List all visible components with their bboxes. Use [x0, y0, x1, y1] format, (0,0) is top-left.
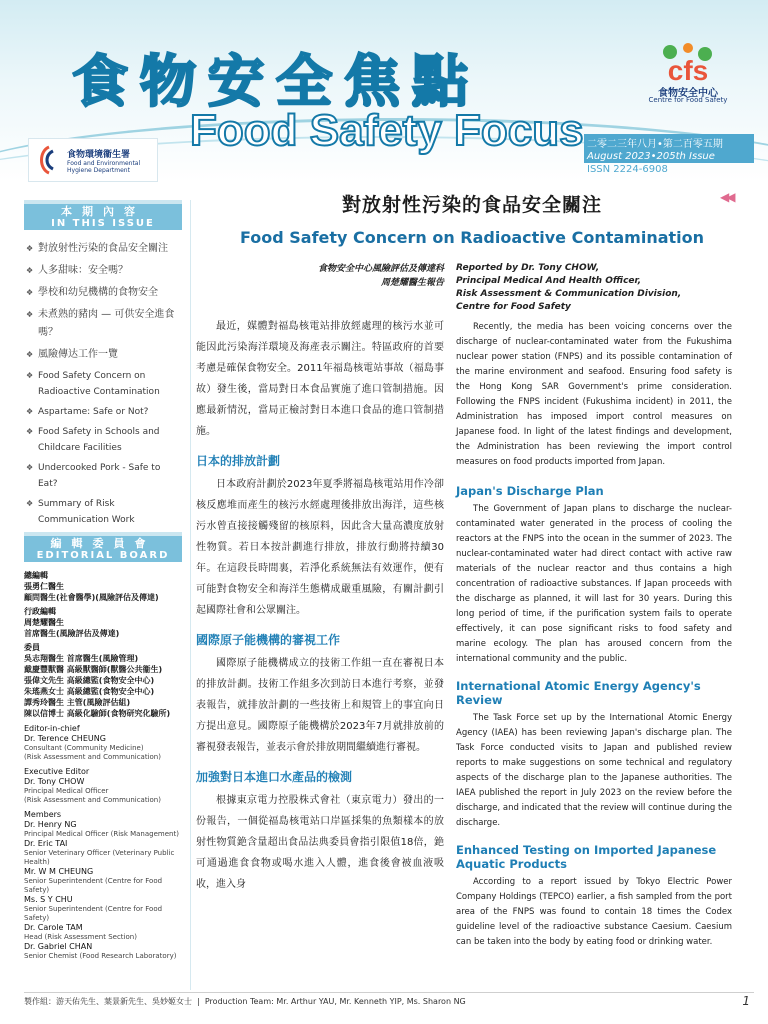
- diamond-bullet-icon: ❖: [26, 350, 34, 359]
- toc-item[interactable]: ❖ 對放射性污染的食品安全關注: [24, 240, 182, 258]
- section-heading: 日本的排放計劃: [196, 454, 281, 468]
- paragraph: 日本政府計劃於2023年夏季將福島核電站用作冷卻核反應堆而產生的核污水經處理後排放出海洋，這些核污水曾直接接觸殘留的核原料，因此含大量高濃度放射性物質。若日本按計劃進行排放，排放行動將持續30年。在這段長時間裏，若淨化系統無法有效運作，便有可能對食物安全和海洋生態構成嚴重風險，有關計劃引起國際社會和公眾關注。: [196, 479, 444, 616]
- cfs-logo-letters: cfs: [667, 55, 709, 86]
- board-member-name: 張勇仁醫生: [24, 582, 64, 591]
- board-member-role: 顧問醫生(社會醫學)(風險評估及傳達): [24, 593, 159, 602]
- byline-line: 周楚耀醫生報告: [380, 278, 444, 288]
- cfs-name-en: Centre for Food Safety: [648, 96, 728, 104]
- masthead: [0, 0, 768, 182]
- toc-item[interactable]: ❖ Summary of Risk Communication Work: [24, 496, 182, 528]
- issue-date-cn: 二零二三年八月•第二百零五期: [584, 134, 754, 151]
- section-heading: 國際原子能機構的審視工作: [196, 633, 341, 647]
- board-group-label: Members: [24, 810, 62, 819]
- fehd-name-en: Food and Environmental Hygiene Department: [67, 160, 141, 174]
- byline-line: Centre for Food Safety: [456, 302, 571, 312]
- board-group-label: Executive Editor: [24, 767, 90, 776]
- diamond-bullet-icon: ❖: [26, 310, 34, 319]
- fehd-logo: [28, 138, 158, 182]
- board-member-role: Senior Superintendent (Centre for Food Safety): [24, 905, 163, 922]
- toc-item[interactable]: ❖ Undercooked Pork - Safe to Eat?: [24, 460, 182, 492]
- byline-line: Risk Assessment & Communication Division,: [456, 289, 682, 299]
- board-member-name: Dr. Terence CHEUNG: [24, 734, 106, 743]
- board-member-role: Principal Medical Officer (Risk Management): [24, 830, 179, 838]
- board-group-label: 總編輯: [24, 571, 48, 580]
- diamond-bullet-icon: ❖: [26, 407, 34, 416]
- toc-item[interactable]: ❖ 未煮熟的豬肉 — 可供安全進食嗎？: [24, 306, 182, 342]
- in-this-issue: [24, 200, 182, 532]
- board-group-label: 行政編輯: [24, 607, 56, 616]
- board-member-name: Dr. Gabriel CHAN: [24, 942, 93, 951]
- board-member-role: Senior Superintendent (Centre for Food Safety): [24, 877, 163, 894]
- board-member-role: Consultant (Community Medicine): [24, 744, 144, 752]
- board-member-role: Senior Veterinary Officer (Veterinary Public Health): [24, 849, 175, 866]
- paragraph: 國際原子能機構成立的技術工作組一直在審視日本的排放計劃。技術工作組多次到訪日本進行考察，並發表報告，就排放計劃的一些技術上和規管上的事宜向日方提出意見。國際原子能機構於2023年7月就排放前的審視發表報告，並表示會於排放期間繼續進行審視。: [196, 658, 444, 753]
- in-this-issue-header: [24, 200, 182, 230]
- page-number: 1: [742, 994, 750, 1008]
- toc-item[interactable]: ❖ 學校和幼兒機構的食物安全: [24, 284, 182, 302]
- board-member-entry: 譚秀玲醫生 主管(風險評估組): [24, 698, 131, 707]
- board-group-label: Editor-in-chief: [24, 724, 80, 733]
- board-member-name: Dr. Tony CHOW: [24, 777, 85, 786]
- diamond-bullet-icon: ❖: [26, 288, 34, 297]
- editorial-board-title-cn: 編輯委員會: [50, 537, 156, 550]
- board-member-entry: 陳以信博士 高級化驗師(食物研究化驗所): [24, 709, 171, 718]
- diamond-bullet-icon: ❖: [26, 499, 34, 508]
- paragraph: Recently, the media has been voicing concerns over the discharge of nuclear-contaminated water from the Fukushima nuclear power station (FNPS) and its possible contamination of the marine environment and seafood. Ensuring food safety is the Hong Kong SAR Government's prime consideration. Following the FNPS incident (Fukushima incident) in 2011, the Administration has imposed import control measures on Japanese food. In light of the latest findings and development, the Administration has been reviewing the import control measures on food products imported from Japan.: [456, 322, 732, 467]
- masthead-title-cn: 食物安全焦點: [72, 49, 480, 115]
- cfs-name-cn: 食物安全中心: [658, 88, 718, 99]
- board-member-role: Principal Medical Officer: [24, 787, 109, 795]
- fehd-name-cn: 食物環境衞生署: [67, 150, 131, 160]
- byline-line: 食物安全中心風險評估及傳達科: [317, 264, 444, 274]
- board-member-entry: 吳志翔醫生 首席醫生(風險管理): [24, 654, 139, 663]
- byline-line: Reported by Dr. Tony CHOW,: [456, 263, 600, 273]
- paragraph: The Task Force set up by the International Atomic Energy Agency (IAEA) has been reviewing Japan's discharge plan. The Task Force conducted visits to Japan and published review reports to make suggestions on some technical and regulatory aspects of the discharge plan to the Japanese authorities. The IAEA published the report in July 2023 on the review before the discharge, and indicated that the review will continue during the discharge.: [456, 713, 732, 828]
- board-member-role: Senior Chemist (Food Research Laboratory): [24, 952, 177, 960]
- paragraph: The Government of Japan plans to discharge the nuclear-contaminated water generated in the process of cooling the reactors at the FNPS into the ocean in the summer of 2023. The nuclear-contaminated water had direct contact with active raw materials of the nuclear reactor and thus contains a high concentration of radioactive substances. If Japan proceeds with the discharge as planned, it will last for 30 years. During this long period of time, if the purification system fails to operate effectively, it can pose significant risks to food safety and marine ecology. The plan has aroused concern from the international community and the public.: [456, 504, 732, 664]
- in-this-issue-title-en: IN THIS ISSUE: [51, 218, 155, 229]
- board-member-role: 首席醫生(風險評估及傳達): [24, 629, 120, 638]
- paragraph: According to a report issued by Tokyo Electric Power Company Holdings (TEPCO) earlier, a fish sampled from the port area of the FNPS was found to contain 18 times the Codex guideline level of the radioactive substance Caesium. Caesium can be taken into the body by eating food or drinking water.: [456, 877, 732, 947]
- toc-item[interactable]: ❖ Aspartame: Safe or Not?: [24, 404, 182, 420]
- section-heading: International Atomic Energy Agency's Review: [456, 679, 701, 707]
- in-this-issue-title-cn: 本期內容: [61, 205, 145, 218]
- board-member-role: (Risk Assessment and Communication): [24, 753, 161, 761]
- board-member-entry: 張偉文先生 高級總監(食物安全中心): [24, 676, 155, 685]
- board-member-name: Dr. Carole TAM: [24, 923, 83, 932]
- article-title-en: Food Safety Concern on Radioactive Contamination: [239, 228, 705, 247]
- issn-number: ISSN 2224-6908: [587, 164, 668, 175]
- editorial-board-header: [24, 532, 182, 562]
- board-group-label: 委員: [24, 643, 40, 652]
- diamond-bullet-icon: ❖: [26, 371, 34, 380]
- diamond-bullet-icon: ❖: [26, 244, 34, 253]
- byline-en: [456, 262, 732, 314]
- board-member-entry: 戴慶豐獸醫 高級獸醫師(獸醫公共衞生): [24, 665, 163, 674]
- board-member-entry: 朱瑤燕女士 高級總監(食物安全中心): [24, 687, 155, 696]
- diamond-bullet-icon: ❖: [26, 427, 34, 436]
- section-heading: Enhanced Testing on Imported Japanese Aquatic Products: [456, 843, 717, 871]
- board-member-name: Dr. Eric TAI: [24, 839, 68, 848]
- article-title-cn: 對放射性污染的食品安全關注: [341, 194, 602, 216]
- toc-list: [24, 240, 182, 528]
- back-arrows-icon[interactable]: ◀◀: [720, 190, 733, 204]
- board-member-role: (Risk Assessment and Communication): [24, 796, 161, 804]
- board-member-role: Head (Risk Assessment Section): [24, 933, 137, 941]
- issue-date-en: August 2023•205th Issue: [584, 151, 754, 163]
- paragraph: 最近，媒體對福島核電站排放經處理的核污水並可能因此污染海洋環境及海產表示關注。特區政府的首要考慮是確保食物安全。2011年福島核電站事故（福島事故）發生後，當局對日本食品實施了進口管制措施。因應最新情況，當局正檢討對日本進口食品的進口管制措施。: [196, 321, 444, 437]
- production-team-en: Production Team: Mr. Arthur YAU, Mr. Kenneth YIP, Ms. Sharon NG: [204, 997, 466, 1006]
- toc-item[interactable]: ❖ Food Safety in Schools and Childcare Facilities: [24, 424, 182, 456]
- column-divider: [190, 200, 191, 990]
- footer: [24, 992, 754, 1010]
- masthead-title-en: Food Safety Focus: [190, 106, 584, 155]
- issue-info: [584, 134, 754, 175]
- byline-cn: [196, 262, 444, 290]
- production-team-cn: 製作組：游天佑先生、葉景新先生、吳妙姬女士: [24, 997, 192, 1006]
- board-member-name: Ms. S Y CHU: [24, 895, 73, 904]
- board-member-name: Dr. Henry NG: [24, 820, 77, 829]
- article-column-cn: [196, 262, 444, 895]
- section-heading: 加強對日本進口水產品的檢測: [196, 770, 353, 784]
- editorial-board-title-en: EDITORIAL BOARD: [36, 550, 170, 561]
- paragraph: 根據東京電力控股株式會社（東京電力）發出的一份報告，一個從福島核電站口岸區採集的魚類樣本的放射性物質銫含量超出食品法典委員會指引限值18倍，銫可通過進食食物或喝水進入人體，進食後會被血液吸收，進入身: [196, 795, 444, 890]
- toc-item[interactable]: ❖ Food Safety Concern on Radioactive Contamination: [24, 368, 182, 400]
- toc-item[interactable]: ❖ 人多甜味：安全嗎？: [24, 262, 182, 280]
- fehd-mark-icon: [35, 145, 63, 175]
- board-members: [24, 570, 182, 961]
- editorial-board: [24, 532, 182, 961]
- diamond-bullet-icon: ❖: [26, 266, 34, 275]
- section-heading: Japan's Discharge Plan: [456, 484, 604, 498]
- board-member-name: Mr. W M CHEUNG: [24, 867, 94, 876]
- byline-line: Principal Medical And Health Officer,: [456, 276, 642, 286]
- production-team: 製作組：游天佑先生、葉景新先生、吳妙姬女士 | Production Team: Mr. Arthur YAU, Mr. Kenneth YIP, Ms. Sharon NG: [24, 997, 466, 1006]
- article-column-en: [456, 262, 732, 950]
- diamond-bullet-icon: ❖: [26, 463, 34, 472]
- board-member-name: 周楚耀醫生: [24, 618, 64, 627]
- toc-item[interactable]: ❖ 風險傳达工作一覽: [24, 346, 182, 364]
